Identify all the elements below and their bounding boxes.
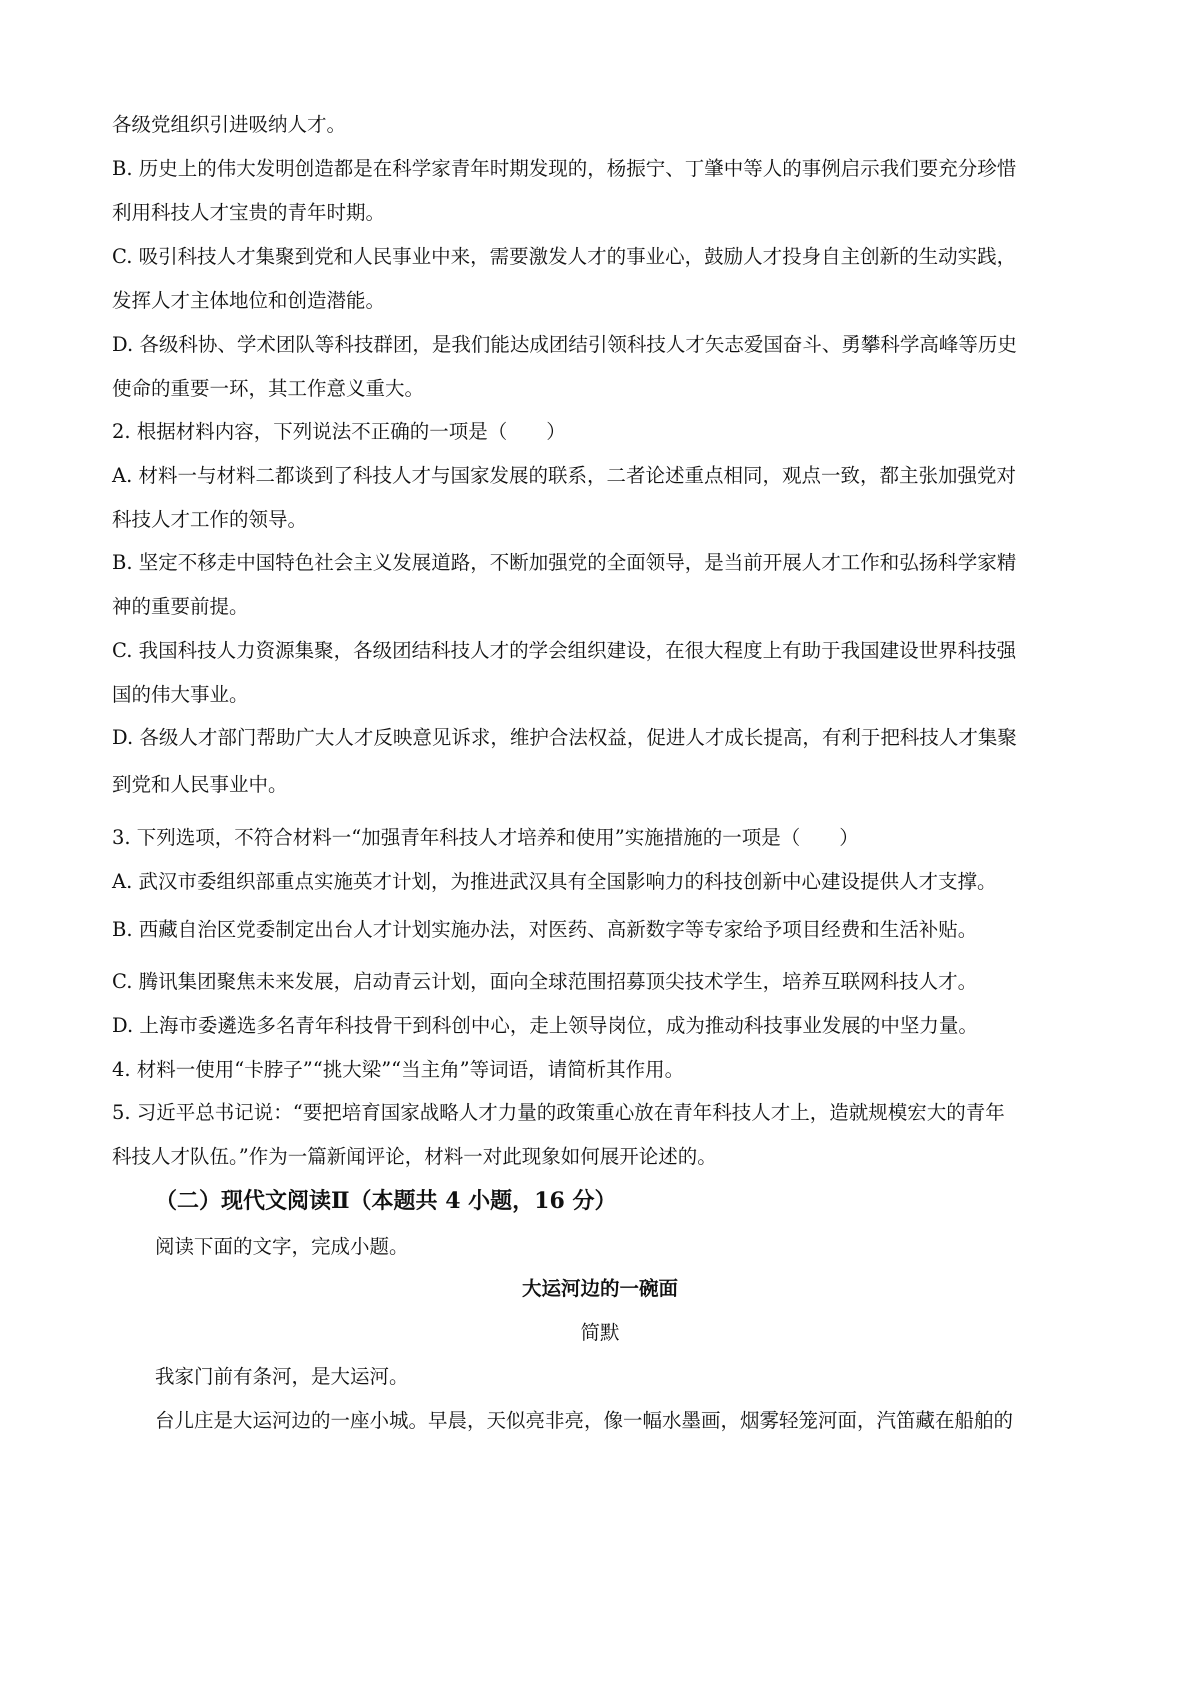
option-c-line: C. 腾讯集团聚焦未来发展，启动青云计划，面向全球范围招募顶尖技术学生，培养互联网科技人才。 bbox=[112, 970, 978, 993]
text-line: 利用科技人才宝贵的青年时期。 bbox=[112, 201, 386, 224]
text-line: 各级党组织引进吸纳人才。 bbox=[112, 113, 347, 136]
text-line: 神的重要前提。 bbox=[112, 595, 249, 618]
text-line: 到党和人民事业中。 bbox=[112, 773, 288, 796]
option-a-line: A. 武汉市委组织部重点实施英才计划，为推进武汉具有全国影响力的科技创新中心建设提供人才支撑。 bbox=[112, 870, 997, 893]
reading-instruction: 阅读下面的文字，完成小题。 bbox=[155, 1235, 409, 1258]
option-c-line: C. 吸引科技人才集聚到党和人民事业中来，需要激发人才的事业心，鼓励人才投身自主创新的生动实践， bbox=[112, 245, 1017, 268]
section-heading: （二）现代文阅读Ⅱ（本题共 4 小题，16 分） bbox=[155, 1188, 617, 1214]
article-paragraph: 我家门前有条河，是大运河。 bbox=[155, 1365, 409, 1388]
option-d-line: D. 各级人才部门帮助广大人才反映意见诉求，维护合法权益，促进人才成长提高，有利于把科技人才集聚 bbox=[112, 726, 1017, 749]
article-title: 大运河边的一碗面 bbox=[521, 1277, 678, 1300]
text-line: 科技人才队伍。”作为一篇新闻评论，材料一对此现象如何展开论述的。 bbox=[112, 1145, 717, 1168]
article-paragraph: 台儿庄是大运河边的一座小城。早晨，天似亮非亮，像一幅水墨画，烟雾轻笼河面，汽笛藏在船舶的 bbox=[155, 1409, 1014, 1432]
question-3: 3. 下列选项，不符合材料一“加强青年科技人才培养和使用”实施措施的一项是（ ） bbox=[112, 826, 859, 849]
option-b-line: B. 坚定不移走中国特色社会主义发展道路，不断加强党的全面领导，是当前开展人才工作和弘扬科学家精 bbox=[112, 551, 1017, 574]
option-b-line: B. 历史上的伟大发明创造都是在科学家青年时期发现的，杨振宁、丁肇中等人的事例启示我们要充分珍惜 bbox=[112, 157, 1017, 180]
question-4: 4. 材料一使用“卡脖子”“挑大梁”“当主角”等词语，请简析其作用。 bbox=[112, 1058, 685, 1081]
option-b-line: B. 西藏自治区党委制定出台人才计划实施办法，对医药、高新数字等专家给予项目经费和生活补贴。 bbox=[112, 918, 978, 941]
question-2: 2. 根据材料内容，下列说法不正确的一项是（ ） bbox=[112, 420, 566, 443]
text-line: 发挥人才主体地位和创造潜能。 bbox=[112, 289, 386, 312]
option-c-line: C. 我国科技人力资源集聚，各级团结科技人才的学会组织建设，在很大程度上有助于我国建设世界科技强 bbox=[112, 639, 1017, 662]
text-line: 国的伟大事业。 bbox=[112, 683, 249, 706]
option-d-line: D. 各级科协、学术团队等科技群团，是我们能达成团结引领科技人才矢志爱国奋斗、勇攀科学高峰等历史 bbox=[112, 333, 1017, 356]
text-line: 使命的重要一环，其工作意义重大。 bbox=[112, 377, 425, 400]
question-5: 5. 习近平总书记说：“要把培育国家战略人才力量的政策重心放在青年科技人才上，造就规模宏大的青年 bbox=[112, 1101, 1005, 1124]
option-d-line: D. 上海市委遴选多名青年科技骨干到科创中心，走上领导岗位，成为推动科技事业发展的中坚力量。 bbox=[112, 1014, 978, 1037]
option-a-line: A. 材料一与材料二都谈到了科技人才与国家发展的联系，二者论述重点相同，观点一致，都主张加强党对 bbox=[112, 464, 1016, 487]
text-line: 科技人才工作的领导。 bbox=[112, 508, 308, 531]
article-author: 简默 bbox=[580, 1321, 620, 1344]
